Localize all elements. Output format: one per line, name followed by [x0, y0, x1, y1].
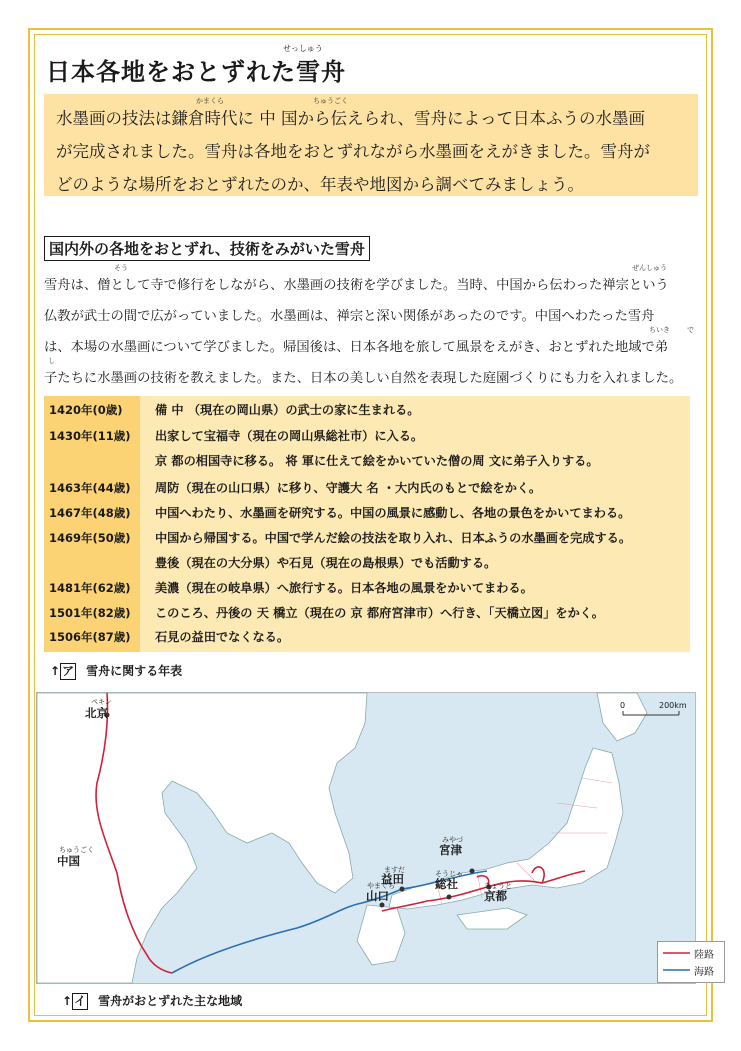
body-line: 仏教が武士の間で広がっていました。水墨画は、禅宗と深い関係があったのです。中国へわたった雪舟	[44, 309, 655, 324]
map-caption	[62, 992, 242, 1010]
legend-lines	[658, 942, 724, 982]
map-ruby: ちゅうごく	[59, 846, 94, 854]
table-row	[44, 551, 690, 575]
table-row	[44, 449, 690, 473]
section-body	[44, 270, 698, 394]
map-legend	[657, 941, 725, 983]
intro-line: 水墨画の技法は鎌倉時代に 中 国から伝えられ、雪舟によって日本ふうの水墨画	[56, 109, 645, 128]
legend-land: 陸路	[694, 950, 714, 961]
timeline-event: 中国から帰国する。中国で学んだ絵の技法を取り入れ、日本ふうの水墨画を完成する。	[155, 531, 632, 545]
ruby: ちゅうごく	[313, 97, 348, 105]
section-heading: 国内外の各地をおとずれ、技術をみがいた雪舟	[44, 236, 370, 261]
body-line: 子たちに水墨画の技術を教えました。また、日本の美しい自然を表現した庭園づくりにも力を入れました。	[44, 371, 683, 386]
body-line: 雪舟は、僧として寺で修行をしながら、水墨画の技術を学びました。当時、中国から伝わった禅宗という	[44, 278, 669, 293]
page-title: 日本各地をおとずれた雪舟	[46, 58, 346, 86]
map-ruby: きょうと	[484, 882, 512, 890]
table-row	[44, 476, 690, 500]
map-label-masuda: 益田	[381, 872, 404, 886]
map-ruby: ペキン	[91, 698, 112, 706]
timeline-year: 1430年(11歳)	[49, 429, 131, 443]
map-label-yamaguchi: 山口	[366, 889, 389, 903]
ruby: そう	[114, 264, 128, 272]
caption-text: 雪舟がおとずれた主な地域	[98, 994, 243, 1008]
map-ruby: ますだ	[384, 866, 405, 874]
table-row	[44, 424, 690, 448]
up-arrow-icon: ↑	[62, 994, 73, 1008]
up-arrow-icon: ↑	[50, 664, 61, 678]
timeline-year: 1506年(87歳)	[49, 630, 131, 644]
caption-mark: ア	[62, 664, 75, 678]
caption-mark: イ	[74, 994, 87, 1008]
ruby: ぜんしゅう	[632, 264, 667, 272]
table-row	[44, 526, 690, 550]
timeline-event: 美濃（現在の岐阜県）へ旅行する。日本各地の風景をかいてまわる。	[155, 581, 533, 595]
timeline-year: 1481年(62歳)	[49, 581, 131, 595]
scale-zero: 0	[620, 701, 626, 710]
timeline-event: 石見の益田でなくなる。	[155, 630, 290, 644]
timeline-caption	[50, 662, 182, 680]
timeline-year: 1501年(82歳)	[49, 606, 131, 620]
city-dot-masuda	[400, 887, 405, 892]
ruby: ちいき	[649, 326, 670, 334]
title-ruby: せっしゅう	[283, 44, 323, 53]
intro-line: どのような場所をおとずれたのか、年表や地図から調べてみましょう。	[56, 175, 584, 194]
ruby: かまくら	[196, 97, 224, 105]
map-label-beijing: 北京	[85, 706, 108, 720]
map-ruby: やまぐち	[367, 882, 395, 890]
map-label-soja: 総社	[435, 877, 458, 891]
city-dot-miyazu	[470, 869, 475, 874]
continent-landmass	[37, 693, 367, 983]
caption-text: 雪舟に関する年表	[86, 664, 183, 678]
map-label-china: 中国	[57, 854, 80, 868]
body-line: は、本場の水墨画について学びました。帰国後は、日本各地を旅して風景をえがき、おとずれた地域で弟	[44, 340, 669, 355]
timeline-table	[44, 396, 690, 652]
map-ruby: そうじゃ	[435, 870, 463, 878]
route-map	[36, 692, 714, 984]
table-row	[44, 501, 690, 525]
japan-kyushu	[357, 905, 405, 965]
timeline-event: 出家して宝福寺（現在の岡山県総社市）に入る。	[155, 429, 424, 443]
timeline-event: このころ、丹後の 天 橋立（現在の 京 都府宮津市）へ行き、「天橋立図」をかく。	[155, 606, 604, 620]
intro-box	[44, 94, 698, 196]
map-graphic	[37, 693, 695, 983]
timeline-year: 1463年(44歳)	[49, 481, 131, 495]
timeline-year: 1467年(48歳)	[49, 506, 131, 520]
ruby: で	[687, 326, 694, 334]
timeline-year: 1420年(0歳)	[49, 403, 123, 417]
table-row	[44, 625, 690, 649]
table-row	[44, 601, 690, 625]
city-dot-soja	[447, 895, 452, 900]
timeline-year: 1469年(50歳)	[49, 531, 131, 545]
map-ruby: みやづ	[442, 836, 463, 844]
timeline-event: 中国へわたり、水墨画を研究する。中国の風景に感動し、各地の景色をかいてまわる。	[155, 506, 631, 520]
timeline-event: 京 都の相国寺に移る。 将 軍に仕えて絵をかいていた僧の周 文に弟子入りする。	[155, 454, 599, 468]
table-row	[44, 576, 690, 600]
timeline-event: 豊後（現在の大分県）や石見（現在の島根県）でも活動する。	[155, 556, 497, 570]
timeline-event: 周防（現在の山口県）に移り、守護大 名 ・大内氏のもとで絵をかく。	[155, 481, 542, 495]
legend-sea: 海路	[694, 967, 714, 978]
japan-shikoku	[457, 908, 527, 929]
table-row	[44, 398, 690, 422]
intro-line: が完成されました。雪舟は各地をおとずれながら水墨画をえがきました。雪舟が	[56, 142, 650, 161]
ruby: し	[48, 357, 55, 365]
scale-max: 200km	[659, 701, 687, 710]
map-label-miyazu: 宮津	[439, 843, 462, 857]
timeline-event: 備 中 （現在の岡山県）の武士の家に生まれる。	[155, 403, 420, 417]
map-label-kyoto: 京都	[484, 889, 507, 903]
